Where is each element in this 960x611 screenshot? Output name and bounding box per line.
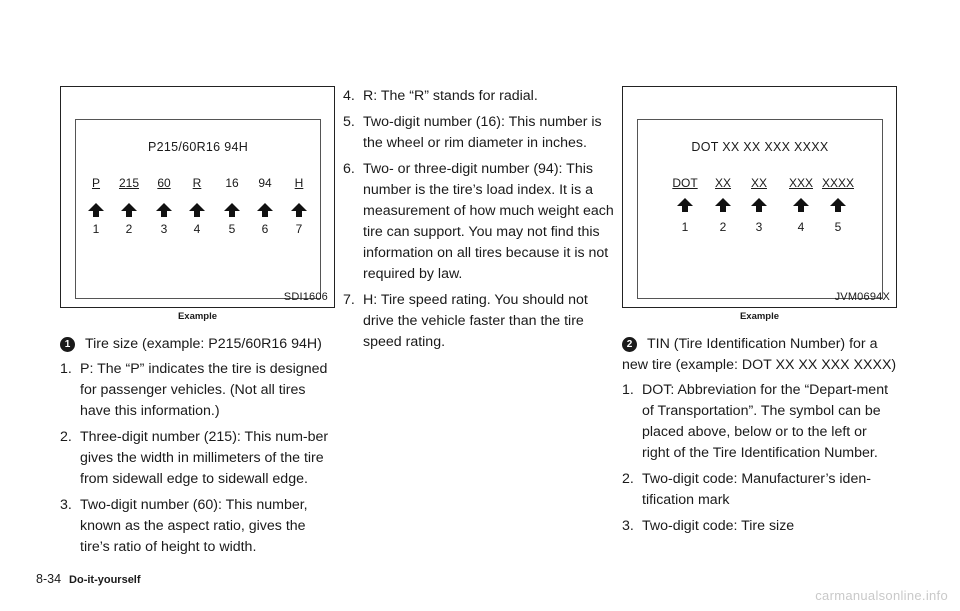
list-item (622, 469, 897, 511)
list-item-number: 4. (343, 88, 355, 104)
tire-size-number: 2 (125, 222, 133, 236)
section1 (60, 334, 335, 558)
circled-number-1-icon: 1 (60, 337, 75, 352)
up-arrow-icon (830, 198, 846, 217)
up-arrow-icon (189, 203, 205, 222)
up-arrow-icon (291, 203, 307, 222)
list-item-number: 7. (343, 292, 355, 308)
list-item (343, 290, 618, 353)
circled-number-2-icon: 2 (622, 337, 637, 352)
list-item-number: 2. (622, 471, 634, 487)
list-item-text: H: Tire speed rating. You should not drive the vehicle faster than the tire speed rating. (363, 292, 588, 350)
figure-code: SDI1606 (283, 291, 328, 303)
tire-size-label: P (91, 176, 101, 190)
section2-intro (622, 334, 897, 376)
tin-label: XX (714, 176, 732, 190)
tire-size-number: 6 (261, 222, 269, 236)
list-item-number: 1. (60, 361, 72, 377)
tin-number: 4 (797, 220, 805, 234)
section2-intro-text: TIN (Tire Identification Number) for a new tire (example: DOT XX XX XXX XXXX) (622, 336, 897, 373)
right-column (622, 86, 897, 542)
list-item-text: Two- or three-digit number (94): This number is the tire’s load index. It is a measurement of how much weight each tire can support. You may not find this information on all tires because it is not required by law. (363, 161, 614, 282)
tire-size-label: H (294, 176, 304, 190)
section-name: Do-it-yourself (69, 574, 141, 586)
up-arrow-icon (257, 203, 273, 222)
list-item-text: Two-digit number (60): This number, known as the aspect ratio, gives the tire’s ratio of height to width. (80, 497, 308, 555)
list-item-number: 3. (60, 497, 72, 513)
tin-number: 2 (719, 220, 727, 234)
tire-size-label: 215 (118, 176, 140, 190)
section1-intro-text: Tire size (example: P215/60R16 94H) (85, 336, 322, 352)
up-arrow-icon (793, 198, 809, 217)
tire-size-label: 60 (157, 176, 171, 190)
up-arrow-icon (224, 203, 240, 222)
list-item-text: Two-digit code: Tire size (642, 518, 795, 534)
section1-list-continued (343, 86, 618, 353)
middle-column (343, 86, 618, 358)
list-item-text: P: The “P” indicates the tire is designed for passenger vehicles. (Not all tires have this information.) (80, 361, 328, 419)
tin-diagram (637, 119, 883, 299)
tin-number: 1 (681, 220, 689, 234)
list-item-text: Two-digit code: Manufacturer’s iden-tification mark (642, 471, 871, 508)
tin-label: XXX (788, 176, 814, 190)
left-column (60, 86, 335, 563)
tin-label: DOT (672, 176, 698, 190)
tire-size-heading: P215/60R16 94H (147, 140, 249, 154)
list-item (60, 495, 335, 558)
tire-size-number: 4 (193, 222, 201, 236)
list-item-text: R: The “R” stands for radial. (363, 88, 538, 104)
list-item (343, 112, 618, 154)
tire-size-number: 3 (160, 222, 168, 236)
section2 (622, 334, 897, 537)
tire-size-number: 7 (295, 222, 303, 236)
tire-size-label: R (192, 176, 202, 190)
list-item-number: 5. (343, 114, 355, 130)
list-item-number: 6. (343, 161, 355, 177)
list-item (60, 427, 335, 490)
tire-size-label: 94 (258, 176, 272, 190)
list-item (343, 86, 618, 107)
figure-code: JVM0694X (834, 291, 890, 303)
list-item (60, 359, 335, 422)
tin-figure (622, 86, 897, 308)
figure-caption: Example (739, 311, 780, 322)
watermark: carmanualsonline.info (815, 588, 948, 603)
tire-size-label: 16 (225, 176, 239, 190)
tin-number: 3 (755, 220, 763, 234)
list-item-number: 1. (622, 382, 634, 398)
up-arrow-icon (156, 203, 172, 222)
up-arrow-icon (751, 198, 767, 217)
list-item (343, 159, 618, 285)
up-arrow-icon (121, 203, 137, 222)
list-item-number: 2. (60, 429, 72, 445)
tin-label: XX (750, 176, 768, 190)
section2-list (622, 380, 897, 537)
figure-caption: Example (177, 311, 218, 322)
tire-size-figure (60, 86, 335, 308)
list-item-text: Three-digit number (215): This num-ber gives the width in millimeters of the tire from sidewall edge to sidewall edge. (80, 429, 329, 487)
section1-list (60, 359, 335, 558)
tin-label: XXXX (821, 176, 855, 190)
page-number: 8-34 (36, 572, 62, 586)
tin-number: 5 (834, 220, 842, 234)
page-footer (36, 572, 141, 586)
section1-intro (60, 334, 335, 355)
list-item-number: 3. (622, 518, 634, 534)
list-item-text: Two-digit number (16): This number is the wheel or rim diameter in inches. (363, 114, 602, 151)
tire-size-number: 5 (228, 222, 236, 236)
tin-heading: DOT XX XX XXX XXXX (691, 140, 829, 154)
up-arrow-icon (88, 203, 104, 222)
up-arrow-icon (715, 198, 731, 217)
tire-size-diagram (75, 119, 321, 299)
tire-size-number: 1 (92, 222, 100, 236)
list-item (622, 516, 897, 537)
list-item (622, 380, 897, 464)
list-item-text: DOT: Abbreviation for the “Depart-ment of Transportation”. The symbol can be placed above, below or to the left or right of the Tire Identification Number. (642, 382, 889, 461)
up-arrow-icon (677, 198, 693, 217)
